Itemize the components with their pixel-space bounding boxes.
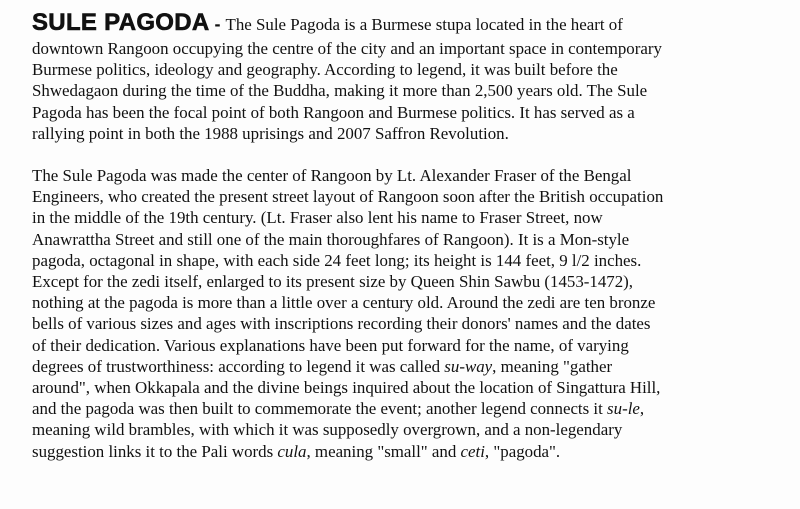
line-10-text-a: degrees of trustworthiness: according to legend it was called (32, 356, 445, 376)
paragraph-2-line-5: pagoda, octagonal in shape, with each side 24 feet long; its height is 144 feet, 9 l/2 inches. (32, 250, 642, 270)
paragraph-1-text-1: The Sule Pagoda is a Burmese stupa located in the heart of (225, 15, 623, 34)
paragraph-1-line-6: rallying point in both the 1988 uprisings and 2007 Saffron Revolution. (32, 123, 509, 143)
paragraph-1-line-4: Shwedagaon during the time of the Buddha, making it more than 2,500 years old. The Sule (32, 81, 648, 101)
paragraph-2-line-6: Except for the zedi itself, enlarged to its present size by Queen Shin Sawbu (1453-1472), (32, 272, 634, 292)
line-14-text-b: , meaning "small" and (306, 441, 461, 461)
line-14-text-a: suggestion links it to the Pali words (32, 441, 278, 461)
paragraph-2-line-2: Engineers, who created the present street layout of Rangoon soon after the British occupation (32, 187, 664, 207)
term-su-way: su-way (444, 356, 493, 376)
paragraph-1-line-5: Pagoda has been the focal point of both Rangoon and Burmese politics. It has served as a (32, 102, 635, 122)
paragraph-1-line-1 (32, 10, 782, 38)
term-cula: cula (277, 441, 307, 461)
title-separator: - (209, 14, 226, 34)
line-12-text-b: , (639, 399, 645, 419)
term-su-le: su-le (607, 399, 640, 419)
paragraph-2-line-8: bells of various sizes and ages with inscriptions recording their donors' names and the dates (32, 314, 651, 334)
paragraph-2-line-7: nothing at the pagoda is more than a little over a century old. Around the zedi are ten bronze (32, 293, 656, 313)
paragraph-2-line-14 (32, 441, 782, 462)
paragraph-2 (32, 165, 782, 462)
paragraph-2-line-12 (32, 398, 782, 419)
paragraph-1 (32, 10, 782, 144)
paragraph-2-line-13: meaning wild brambles, with which it was supposedly overgrown, and a non-legendary (32, 420, 623, 440)
paragraph-2-line-11: around", when Okkapala and the divine beings inquired about the location of Singattura Hill, (32, 378, 661, 398)
paragraph-2-line-1: The Sule Pagoda was made the center of Rangoon by Lt. Alexander Fraser of the Bengal (32, 166, 632, 186)
line-10-text-b: , meaning "gather (492, 356, 613, 376)
paragraph-1-line-2: downtown Rangoon occupying the centre of the city and an important space in contemporary (32, 39, 662, 58)
line-12-text-a: and the pagoda was then built to commemorate the event; another legend connects it (32, 399, 608, 419)
page-title: SULE PAGODA (32, 9, 210, 36)
line-14-text-c: , "pagoda". (484, 441, 561, 461)
paragraph-2-line-9: of their dedication. Various explanations have been put forward for the name, of varying (32, 335, 629, 355)
paragraph-2-line-10 (32, 356, 782, 377)
term-ceti: ceti (460, 441, 485, 461)
paragraph-2-line-3: in the middle of the 19th century. (Lt. Fraser also lent his name to Fraser Street, now (32, 208, 603, 228)
paragraph-1-line-3: Burmese politics, ideology and geography. According to legend, it was built before the (32, 60, 618, 80)
paragraph-2-line-4: Anawrattha Street and still one of the main thoroughfares of Rangoon). It is a Mon-style (32, 229, 630, 249)
